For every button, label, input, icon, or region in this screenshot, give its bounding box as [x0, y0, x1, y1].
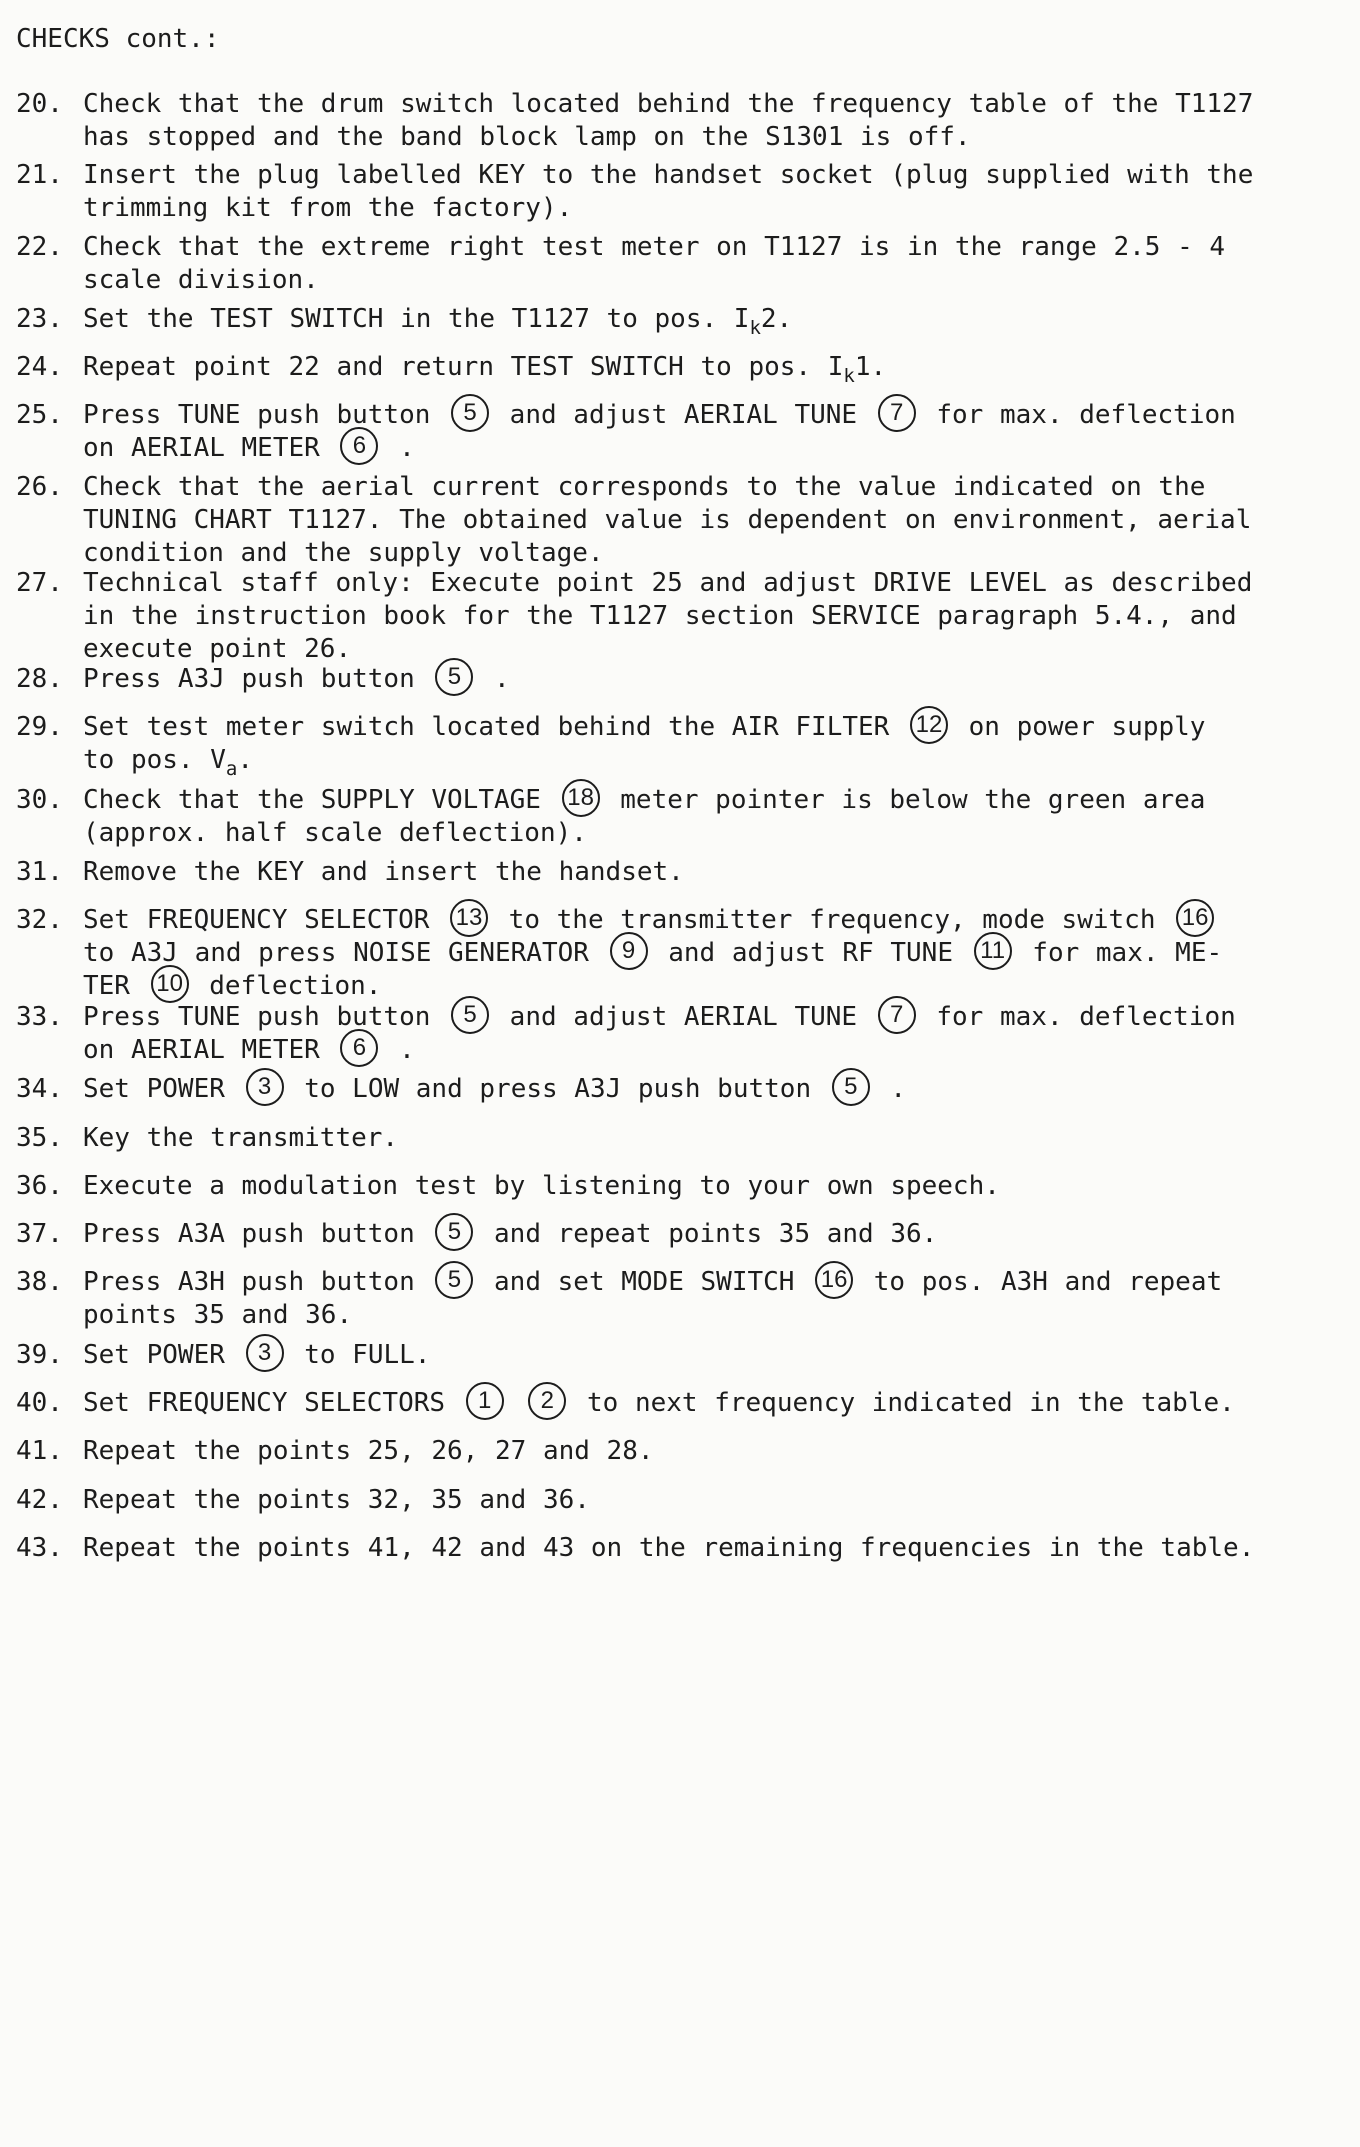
- text-segment: and adjust RF TUNE: [651, 938, 970, 968]
- text-segment: condition and the supply voltage.: [83, 538, 604, 568]
- step-text: [83, 1073, 1341, 1106]
- checklist-item: [16, 1218, 1341, 1251]
- step-line: [83, 937, 1341, 970]
- text-segment: to FULL.: [287, 1340, 431, 1370]
- circled-reference-number: 7: [878, 996, 916, 1034]
- text-segment: Press TUNE push button: [83, 1002, 448, 1032]
- text-segment: Set POWER: [83, 1074, 242, 1104]
- checklist-item: [16, 1266, 1341, 1332]
- step-line: [83, 856, 1341, 889]
- text-segment: Set FREQUENCY SELECTOR: [83, 905, 447, 935]
- step-number: 23.: [16, 304, 63, 334]
- text-segment: on AERIAL METER: [83, 433, 337, 463]
- step-line: [83, 1532, 1341, 1565]
- text-segment: TER: [83, 971, 147, 1001]
- circled-reference-number: 3: [246, 1068, 284, 1106]
- text-segment: .: [382, 433, 415, 463]
- step-line: [83, 231, 1341, 264]
- circled-reference-number: 5: [451, 394, 489, 432]
- circled-reference-number: 5: [435, 1213, 473, 1251]
- text-segment: to next frequency indicated in the table.: [570, 1388, 1235, 1418]
- checklist-item: [16, 1073, 1341, 1106]
- step-number: 39.: [16, 1340, 63, 1370]
- text-segment: for max. deflection: [919, 400, 1236, 430]
- text-segment: for max. deflection: [919, 1002, 1236, 1032]
- step-number: 27.: [16, 568, 63, 598]
- step-line: [83, 121, 1341, 154]
- checklist-item: [16, 159, 1341, 225]
- text-segment: points 35 and 36.: [83, 1300, 353, 1330]
- text-segment: trimming kit from the factory).: [83, 193, 573, 223]
- step-line: [83, 88, 1341, 121]
- text-segment: in the instruction book for the T1127 section SERVICE paragraph 5.4., and: [83, 601, 1237, 631]
- checklist-item: [16, 303, 1341, 345]
- step-number: 40.: [16, 1388, 63, 1418]
- text-segment: Set POWER: [83, 1340, 242, 1370]
- text-segment: Remove the KEY and insert the handset.: [83, 857, 684, 887]
- text-segment: Press A3J push button: [83, 664, 432, 694]
- step-line: [83, 744, 1341, 786]
- step-number: 33.: [16, 1002, 63, 1032]
- text-segment: TUNING CHART T1127. The obtained value is dependent on environment, aerial: [83, 505, 1252, 535]
- step-text: [83, 567, 1341, 666]
- checklist-item: [16, 1339, 1341, 1372]
- step-line: [83, 264, 1341, 297]
- step-line: [83, 970, 1341, 1003]
- text-segment: on power supply: [951, 712, 1206, 742]
- step-text: [83, 711, 1341, 786]
- step-number: 32.: [16, 905, 63, 935]
- text-segment: Technical staff only: Execute point 25 and adjust DRIVE LEVEL as described: [83, 568, 1253, 598]
- step-text: [83, 399, 1341, 465]
- step-number: 35.: [16, 1123, 63, 1153]
- text-segment: to A3J and press NOISE GENERATOR: [83, 938, 606, 968]
- circled-reference-number: 5: [435, 658, 473, 696]
- step-text: [83, 88, 1341, 154]
- step-line: [83, 1034, 1341, 1067]
- step-line: [83, 663, 1341, 696]
- step-line: [83, 192, 1341, 225]
- text-segment: Repeat point 22 and return TEST SWITCH to pos. I: [83, 352, 844, 382]
- step-line: [83, 1073, 1341, 1106]
- step-line: [83, 537, 1341, 570]
- text-segment: .: [237, 745, 253, 775]
- step-line: [83, 1001, 1341, 1034]
- text-segment: Repeat the points 25, 26, 27 and 28.: [83, 1436, 654, 1466]
- text-segment: .: [873, 1074, 907, 1104]
- text-segment: Check that the SUPPLY VOLTAGE: [83, 785, 558, 815]
- step-text: [83, 1266, 1341, 1332]
- checklist-item: [16, 399, 1341, 465]
- text-segment: has stopped and the band block lamp on the S1301 is off.: [83, 122, 971, 152]
- text-segment: meter pointer is below the green area: [603, 785, 1206, 815]
- step-number: 42.: [16, 1485, 63, 1515]
- step-text: [83, 303, 1341, 345]
- circled-reference-number: 16: [1176, 899, 1214, 937]
- checklist-item: [16, 856, 1341, 889]
- checklist-item: [16, 1435, 1341, 1468]
- step-line: [83, 1170, 1341, 1203]
- text-segment: deflection.: [192, 971, 382, 1001]
- text-segment: Press A3A push button: [83, 1219, 432, 1249]
- step-number: 31.: [16, 857, 63, 887]
- step-number: 38.: [16, 1267, 63, 1297]
- text-segment: (approx. half scale deflection).: [83, 818, 587, 848]
- step-line: [83, 904, 1341, 937]
- checklist-item: [16, 471, 1341, 570]
- text-segment: on AERIAL METER: [83, 1035, 337, 1065]
- step-number: 37.: [16, 1219, 63, 1249]
- step-line: [83, 1435, 1341, 1468]
- checklist-item: [16, 231, 1341, 297]
- step-number: 30.: [16, 785, 63, 815]
- text-segment: .: [477, 664, 510, 694]
- step-line: [83, 1484, 1341, 1517]
- circled-reference-number: 1: [466, 1382, 504, 1420]
- text-segment: Press TUNE push button: [83, 400, 448, 430]
- step-line: [83, 504, 1341, 537]
- step-line: [83, 600, 1341, 633]
- step-number: 26.: [16, 472, 63, 502]
- step-text: [83, 1339, 1341, 1372]
- text-segment: to pos. V: [83, 745, 226, 775]
- step-line: [83, 399, 1341, 432]
- checklist-item: [16, 1001, 1341, 1067]
- step-text: [83, 1435, 1341, 1468]
- text-segment: Repeat the points 41, 42 and 43 on the remaining frequencies in the table.: [83, 1533, 1255, 1563]
- step-text: [83, 471, 1341, 570]
- step-text: [83, 856, 1341, 889]
- checklist-item: [16, 1122, 1341, 1155]
- circled-reference-number: 3: [246, 1334, 284, 1372]
- step-line: [83, 711, 1341, 744]
- text-segment: scale division.: [83, 265, 319, 295]
- checklist-item: [16, 567, 1341, 666]
- circled-reference-number: 12: [910, 706, 948, 744]
- checklist-item: [16, 784, 1341, 850]
- step-number: 25.: [16, 400, 63, 430]
- step-number: 24.: [16, 352, 63, 382]
- circled-reference-number: 18: [562, 779, 600, 817]
- step-line: [83, 817, 1341, 850]
- step-line: [83, 159, 1341, 192]
- checklist-item: [16, 351, 1341, 393]
- text-segment: and set MODE SWITCH: [477, 1267, 812, 1297]
- checklist-item: [16, 663, 1341, 696]
- text-segment: Execute a modulation test by listening to your own speech.: [83, 1171, 1000, 1201]
- circled-reference-number: 7: [878, 394, 916, 432]
- circled-reference-number: 16: [815, 1261, 853, 1299]
- step-number: 41.: [16, 1436, 63, 1466]
- circled-reference-number: 5: [451, 996, 489, 1034]
- text-segment: .: [382, 1035, 415, 1065]
- checklist-item: [16, 1170, 1341, 1203]
- text-segment: and repeat points 35 and 36.: [477, 1219, 938, 1249]
- subscript: k: [843, 365, 855, 387]
- text-segment: to the transmitter frequency, mode switch: [492, 905, 1173, 935]
- step-text: [83, 1122, 1341, 1155]
- text-segment: Check that the extreme right test meter on T1127 is in the range 2.5 - 4: [83, 232, 1226, 262]
- step-number: 36.: [16, 1171, 63, 1201]
- circled-reference-number: 11: [974, 932, 1012, 970]
- circled-reference-number: 5: [435, 1261, 473, 1299]
- checklist-item: [16, 904, 1341, 1003]
- step-number: 21.: [16, 160, 63, 190]
- text-segment: for max. ME-: [1015, 938, 1223, 968]
- step-line: [83, 784, 1341, 817]
- subscript: a: [225, 758, 238, 780]
- text-segment: 2.: [760, 304, 793, 334]
- step-line: [83, 1387, 1341, 1420]
- step-text: [83, 904, 1341, 1003]
- circled-reference-number: 2: [528, 1382, 566, 1420]
- checklist-item: [16, 88, 1341, 154]
- step-text: [83, 1170, 1341, 1203]
- text-segment: Set the TEST SWITCH in the T1127 to pos. I: [83, 304, 750, 334]
- step-number: 43.: [16, 1533, 63, 1563]
- checklist-item: [16, 1532, 1341, 1565]
- step-text: [83, 1001, 1341, 1067]
- step-line: [83, 1122, 1341, 1155]
- step-line: [83, 633, 1341, 666]
- step-line: [83, 303, 1341, 345]
- step-number: 34.: [16, 1074, 63, 1104]
- text-segment: and adjust AERIAL TUNE: [493, 1002, 874, 1032]
- step-line: [83, 471, 1341, 504]
- step-text: [83, 159, 1341, 225]
- step-number: 20.: [16, 89, 63, 119]
- text-segment: Set FREQUENCY SELECTORS: [83, 1388, 462, 1418]
- step-number: 29.: [16, 712, 63, 742]
- step-line: [83, 1266, 1341, 1299]
- step-line: [83, 432, 1341, 465]
- circled-reference-number: 10: [151, 965, 189, 1003]
- text-segment: Insert the plug labelled KEY to the handset socket (plug supplied with the: [83, 160, 1254, 190]
- step-line: [83, 351, 1341, 393]
- text-segment: to LOW and press A3J push button: [287, 1074, 828, 1104]
- step-line: [83, 1299, 1341, 1332]
- text-segment: 1.: [854, 352, 887, 382]
- text-segment: Set test meter switch located behind the AIR FILTER: [83, 712, 906, 742]
- step-text: [83, 1484, 1341, 1517]
- text-segment: [508, 1388, 525, 1418]
- text-segment: to pos. A3H and repeat: [857, 1267, 1223, 1297]
- step-line: [83, 567, 1341, 600]
- step-text: [83, 1218, 1341, 1251]
- checklist-item: [16, 1484, 1341, 1517]
- step-number: 22.: [16, 232, 63, 262]
- step-text: [83, 1387, 1341, 1420]
- step-text: [83, 663, 1341, 696]
- text-segment: execute point 26.: [83, 634, 352, 664]
- subscript: k: [749, 317, 761, 339]
- circled-reference-number: 5: [832, 1068, 870, 1106]
- step-line: [83, 1339, 1341, 1372]
- step-text: [83, 351, 1341, 393]
- circled-reference-number: 6: [340, 427, 378, 465]
- text-segment: Check that the aerial current corresponds to the value indicated on the: [83, 472, 1206, 502]
- checklist-item: [16, 1387, 1341, 1420]
- step-text: [83, 784, 1341, 850]
- circled-reference-number: 9: [610, 932, 648, 970]
- text-segment: and adjust AERIAL TUNE: [493, 400, 874, 430]
- text-segment: Check that the drum switch located behind the frequency table of the T1127: [83, 89, 1254, 119]
- checklist-item: [16, 711, 1341, 786]
- text-segment: Repeat the points 32, 35 and 36.: [83, 1485, 590, 1515]
- text-segment: Press A3H push button: [83, 1267, 432, 1297]
- step-number: 28.: [16, 664, 63, 694]
- page-heading: CHECKS cont.:: [16, 24, 220, 54]
- step-line: [83, 1218, 1341, 1251]
- circled-reference-number: 13: [450, 899, 488, 937]
- step-text: [83, 1532, 1341, 1565]
- step-text: [83, 231, 1341, 297]
- circled-reference-number: 6: [340, 1029, 378, 1067]
- text-segment: Key the transmitter.: [83, 1123, 399, 1153]
